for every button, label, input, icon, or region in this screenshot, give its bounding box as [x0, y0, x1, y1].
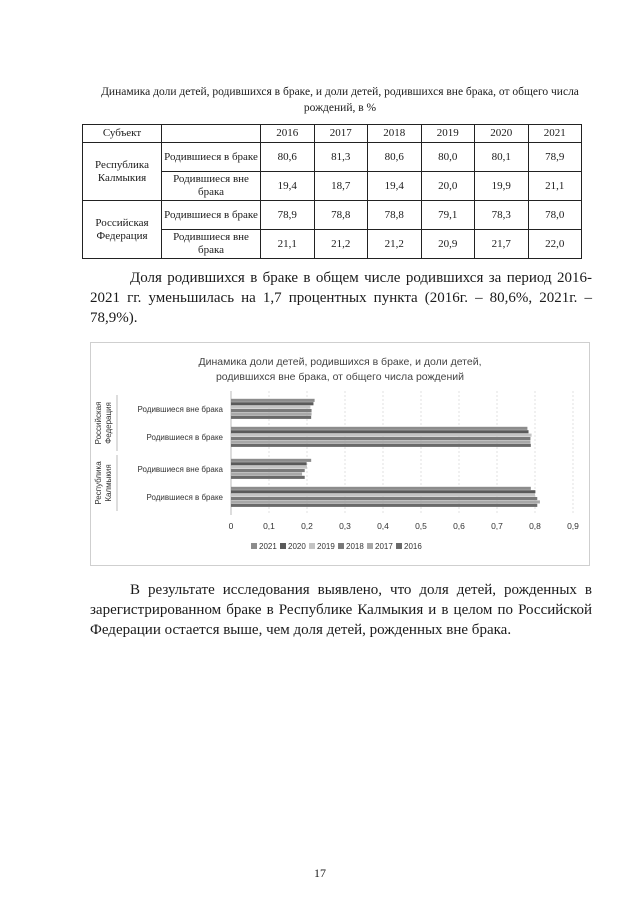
- bar: [231, 427, 527, 430]
- row-label: Родившиеся вне брака: [162, 172, 261, 201]
- row-label: Родившиеся в браке: [162, 201, 261, 230]
- category-label: Родившиеся вне брака: [137, 465, 223, 474]
- value-cell: 78,3: [475, 201, 529, 230]
- value-cell: 19,4: [261, 172, 315, 201]
- group-label-line: Республика: [94, 461, 103, 505]
- legend-label: 2020: [288, 542, 306, 551]
- category-label: Родившиеся в браке: [146, 493, 223, 502]
- subject-cell: Российская Федерация: [83, 201, 162, 259]
- value-cell: 19,4: [368, 172, 422, 201]
- value-cell: 21,1: [528, 172, 582, 201]
- value-cell: 21,2: [314, 230, 368, 259]
- subject-cell: Республика Калмыкия: [83, 143, 162, 201]
- value-cell: 78,0: [528, 201, 582, 230]
- value-cell: 21,7: [475, 230, 529, 259]
- bar: [231, 406, 310, 409]
- bar: [231, 459, 311, 462]
- table-row: [83, 143, 582, 172]
- bar: [231, 469, 305, 472]
- value-cell: 78,9: [528, 143, 582, 172]
- legend-swatch: [338, 543, 344, 549]
- value-cell: 20,0: [421, 172, 475, 201]
- x-tick-label: 0,1: [263, 521, 275, 531]
- header-cell: 2019: [421, 125, 475, 143]
- table-header-row: [83, 125, 582, 143]
- value-cell: 19,9: [475, 172, 529, 201]
- header-cell: 2017: [314, 125, 368, 143]
- chart-title-line: Динамика доли детей, родившихся в браке, и доли детей,: [198, 356, 482, 368]
- value-cell: 18,7: [314, 172, 368, 201]
- value-cell: 21,1: [261, 230, 315, 259]
- statistics-table: [82, 124, 582, 259]
- legend-swatch: [367, 543, 373, 549]
- legend-swatch: [309, 543, 315, 549]
- x-tick-label: 0: [228, 521, 234, 531]
- value-cell: 22,0: [528, 230, 582, 259]
- x-tick-label: 0,8: [529, 521, 541, 531]
- value-cell: 78,8: [314, 201, 368, 230]
- value-cell: 78,8: [368, 201, 422, 230]
- bar-chart: [90, 342, 590, 566]
- x-tick-label: 0,5: [415, 521, 427, 531]
- bar: [231, 500, 540, 503]
- value-cell: 21,2: [368, 230, 422, 259]
- row-label: Родившиеся в браке: [162, 143, 261, 172]
- value-cell: 80,1: [475, 143, 529, 172]
- value-cell: 80,6: [261, 143, 315, 172]
- header-cell: 2018: [368, 125, 422, 143]
- bar: [231, 476, 305, 479]
- legend-swatch: [251, 543, 257, 549]
- value-cell: 80,0: [421, 143, 475, 172]
- conclusion-paragraph: [90, 580, 592, 640]
- bar: [231, 402, 313, 405]
- bar: [231, 487, 531, 490]
- value-cell: 79,1: [421, 201, 475, 230]
- row-label: Родившиеся вне брака: [162, 230, 261, 259]
- x-tick-label: 0,6: [453, 521, 465, 531]
- summary-paragraph: [90, 268, 592, 328]
- legend-label: 2017: [375, 542, 393, 551]
- bar: [231, 399, 315, 402]
- legend-swatch: [280, 543, 286, 549]
- page-number: 17: [314, 866, 326, 880]
- bar: [231, 466, 307, 469]
- value-cell: 20,9: [421, 230, 475, 259]
- value-cell: 78,9: [261, 201, 315, 230]
- conclusion-text: В результате исследования выявлено, что доля детей, рожденных в зарегистрированном браке в Республике Калмыкия и в целом по Российской Федерации остается выше, чем доля детей, рожденных вне брака.: [90, 582, 592, 638]
- chart-svg: [91, 343, 589, 565]
- header-cell: Субъект: [83, 125, 162, 143]
- bar: [231, 497, 537, 500]
- bar: [231, 440, 530, 443]
- group-label-line: Калмыкия: [104, 464, 113, 502]
- group-label-line: Российская: [94, 401, 103, 445]
- bar: [231, 472, 302, 475]
- x-tick-label: 0,9: [567, 521, 579, 531]
- group-label-line: Федерация: [104, 402, 113, 444]
- category-label: Родившиеся в браке: [146, 433, 223, 442]
- bar: [231, 409, 312, 412]
- header-cell: 2020: [475, 125, 529, 143]
- value-cell: 80,6: [368, 143, 422, 172]
- category-label: Родившиеся вне брака: [137, 405, 223, 414]
- bar: [231, 444, 531, 447]
- header-cell: 2016: [261, 125, 315, 143]
- bar: [231, 494, 535, 497]
- value-cell: 81,3: [314, 143, 368, 172]
- legend-label: 2021: [259, 542, 277, 551]
- bar: [231, 504, 537, 507]
- x-tick-label: 0,7: [491, 521, 503, 531]
- table-caption: Динамика доли детей, родившихся в браке, и доли детей, родившихся вне брака, от общего числа рождений, в %: [101, 86, 579, 114]
- header-cell: 2021: [528, 125, 582, 143]
- header-cell: [162, 125, 261, 143]
- legend-label: 2016: [404, 542, 422, 551]
- x-tick-label: 0,3: [339, 521, 351, 531]
- chart-title-line: родившихся вне брака, от общего числа рождений: [215, 371, 465, 383]
- bar: [231, 437, 530, 440]
- x-tick-label: 0,2: [301, 521, 313, 531]
- table-row: [83, 201, 582, 230]
- bar: [231, 416, 311, 419]
- bar: [231, 430, 529, 433]
- bar: [231, 412, 312, 415]
- bar: [231, 434, 532, 437]
- bar: [231, 462, 307, 465]
- legend-label: 2019: [317, 542, 335, 551]
- legend-label: 2018: [346, 542, 364, 551]
- summary-text: Доля родившихся в браке в общем числе родившихся за период 2016-2021 гг. уменьшилась на 1,7 процентных пункта (2016г. – 80,6%, 2021г. – 78,9%).: [90, 270, 592, 326]
- bar: [231, 490, 535, 493]
- x-tick-label: 0,4: [377, 521, 389, 531]
- legend-swatch: [396, 543, 402, 549]
